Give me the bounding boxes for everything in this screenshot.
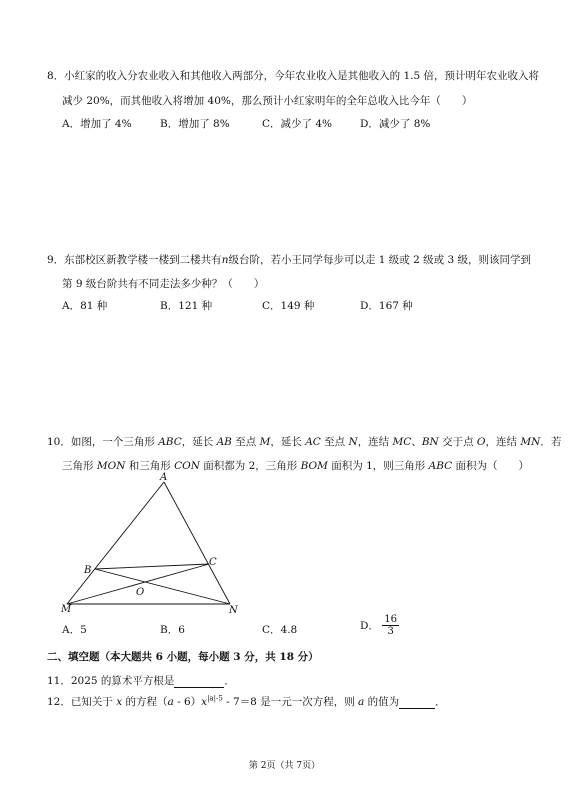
q11-text: 11．2025 的算术平方根是 bbox=[47, 675, 175, 687]
q12-var-a: a bbox=[167, 696, 174, 708]
q11-end: ． bbox=[224, 675, 235, 687]
q12-exponent: |a|-5 bbox=[207, 694, 223, 703]
math-variable: M bbox=[259, 436, 271, 448]
q10-option-d bbox=[360, 614, 399, 637]
math-variable: CON bbox=[174, 460, 200, 472]
line-an bbox=[164, 482, 230, 604]
label-c: C bbox=[209, 557, 217, 568]
line-am bbox=[67, 482, 164, 604]
line-bc bbox=[95, 564, 209, 569]
label-m: M bbox=[61, 604, 72, 615]
q9-option-a: A．81 种 bbox=[62, 300, 108, 312]
q10-line1 bbox=[47, 434, 561, 449]
text-segment: ，连结 bbox=[485, 436, 521, 448]
label-a: A bbox=[160, 472, 168, 483]
math-variable: BOM bbox=[300, 460, 328, 472]
q10-option-a: A．5 bbox=[62, 624, 87, 636]
q12-var-x2: x bbox=[201, 696, 208, 708]
q9-option-b: B．121 种 bbox=[160, 300, 213, 312]
text-segment: ，连结 bbox=[357, 436, 393, 448]
label-o: O bbox=[136, 587, 145, 598]
q9-option-c: C．149 种 bbox=[262, 300, 315, 312]
q9-line1-a: 9．东部校区新教学楼一楼到二楼共有 bbox=[47, 254, 222, 266]
q8-option-a: A．增加了 4% bbox=[62, 118, 132, 130]
text-segment: 10．如图，一个三角形 bbox=[47, 436, 159, 448]
q12-var-a2: a bbox=[358, 696, 365, 708]
math-variable: MN bbox=[520, 436, 541, 448]
q10-option-c: C．4.8 bbox=[262, 624, 298, 636]
math-variable: AC bbox=[305, 436, 321, 448]
text-segment: 至点 bbox=[320, 436, 349, 448]
line-bn bbox=[95, 569, 230, 604]
q12-var-x: x bbox=[116, 696, 123, 708]
label-n: N bbox=[229, 605, 238, 615]
text-segment: ．若 bbox=[540, 436, 562, 448]
q9-option-d: D．167 种 bbox=[360, 300, 413, 312]
q10-option-d-fraction bbox=[382, 614, 399, 637]
q11 bbox=[47, 673, 235, 688]
label-b: B bbox=[84, 565, 92, 576]
text-segment: 和三角形 bbox=[125, 460, 175, 472]
q9-var-n: n bbox=[221, 254, 229, 266]
q8-line1: 8．小红家的收入分农业收入和其他收入两部分，今年农业收入是其他收入的 1.5 倍，预计明年农业收入将 bbox=[47, 70, 540, 82]
math-variable: AB bbox=[216, 436, 232, 448]
fraction-denominator: 3 bbox=[387, 626, 394, 637]
q12-part-c: - 6） bbox=[173, 696, 202, 708]
text-segment: ，延长 bbox=[181, 436, 217, 448]
text-segment: 、 bbox=[411, 436, 422, 448]
text-segment: 面积为 1，则三角形 bbox=[327, 460, 429, 472]
math-variable: MC bbox=[392, 436, 412, 448]
text-segment: 至点 bbox=[231, 436, 260, 448]
q12-part-e: 的值为 bbox=[364, 696, 400, 708]
triangle-figure bbox=[50, 470, 260, 615]
q9-line1-b: 级台阶，若小王同学每步可以走 1 级或 2 级或 3 级，则该同学到 bbox=[228, 254, 532, 266]
q12-part-d: - 7＝8 是一元一次方程，则 bbox=[222, 696, 359, 708]
text-segment: 面积都为 2，三角形 bbox=[199, 460, 301, 472]
q8-line2: 减少 20%，而其他收入将增加 40%，那么预计小红家明年的全年总收入比今年（ ） bbox=[62, 95, 473, 107]
text-segment: 交于点 bbox=[438, 436, 477, 448]
page-footer: 第 2页（共 7页） bbox=[248, 761, 321, 771]
q8-option-c: C．减少了 4% bbox=[262, 118, 333, 130]
q10-option-b: B．6 bbox=[160, 624, 185, 636]
math-variable: MON bbox=[96, 460, 126, 472]
q11-answer-blank bbox=[174, 676, 224, 688]
q8-option-d: D．减少了 8% bbox=[360, 118, 431, 130]
q9-line2: 第 9 级台阶共有不同走法多少种？（ ） bbox=[62, 278, 265, 290]
q8-option-b: B．增加了 8% bbox=[160, 118, 230, 130]
q12-answer-blank bbox=[399, 697, 435, 709]
math-variable: ABC bbox=[428, 460, 453, 472]
fraction-numerator: 16 bbox=[384, 614, 397, 625]
math-variable: N bbox=[348, 436, 358, 448]
q9-line1 bbox=[47, 252, 531, 267]
q12-end: ． bbox=[435, 696, 446, 708]
q12 bbox=[47, 694, 446, 709]
text-segment: 三角形 bbox=[62, 460, 97, 472]
text-segment: ，延长 bbox=[270, 436, 306, 448]
q12-part-a: 12．已知关于 bbox=[47, 696, 117, 708]
math-variable: BN bbox=[421, 436, 439, 448]
text-segment: 面积为（ ） bbox=[452, 460, 529, 472]
math-variable: O bbox=[476, 436, 486, 448]
math-variable: ABC bbox=[158, 436, 182, 448]
q12-part-b: 的方程（ bbox=[122, 696, 168, 708]
q10-option-d-prefix: D． bbox=[360, 620, 379, 632]
section2-heading: 二、填空题（本大题共 6 小题，每小题 3 分，共 18 分） bbox=[47, 651, 319, 663]
